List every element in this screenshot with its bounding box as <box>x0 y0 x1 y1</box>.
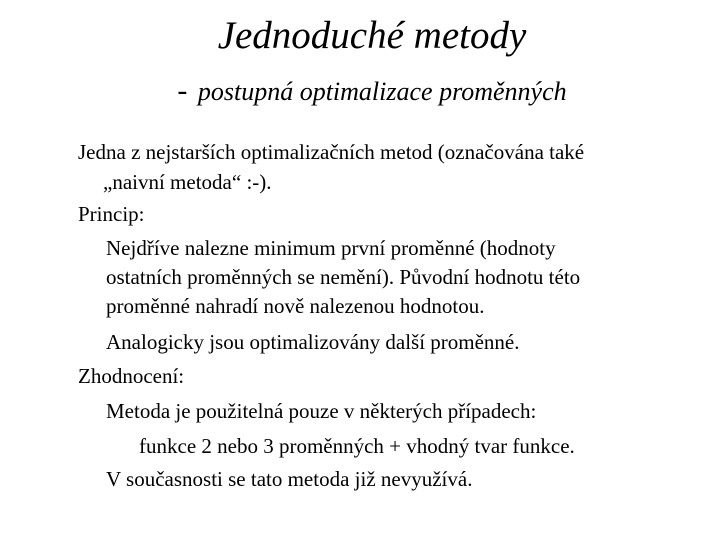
subtitle-text: postupná optimalizace proměnných <box>197 77 567 106</box>
principle-line-4: Analogicky jsou optimalizovány další proměnné. <box>106 330 520 354</box>
evaluation-line-1: Metoda je použitelná pouze v některých případech: <box>106 399 537 423</box>
slide-title: Jednoduché metody <box>217 14 527 57</box>
subtitle-dash: - <box>177 74 188 107</box>
evaluation-heading: Zhodnocení: <box>78 364 185 388</box>
slide-subtitle <box>0 74 720 109</box>
principle-line-1: Nejdříve nalezne minimum první proměnné (hodnoty <box>106 236 556 260</box>
principle-line-2: ostatních proměnných se nemění). Původní hodnotu této <box>106 265 581 289</box>
principle-line-3: proměnné nahradí nově nalezenou hodnotou. <box>106 294 485 318</box>
evaluation-line-2: funkce 2 nebo 3 proměnných + vhodný tvar funkce. <box>139 434 575 458</box>
intro-line-1: Jedna z nejstarších optimalizačních metod (označována také <box>78 140 585 164</box>
intro-line-2: „naivní metoda“ :-). <box>103 170 272 194</box>
evaluation-line-3: V současnosti se tato metoda již nevyužívá. <box>106 467 473 491</box>
principle-heading: Princip: <box>78 202 145 226</box>
